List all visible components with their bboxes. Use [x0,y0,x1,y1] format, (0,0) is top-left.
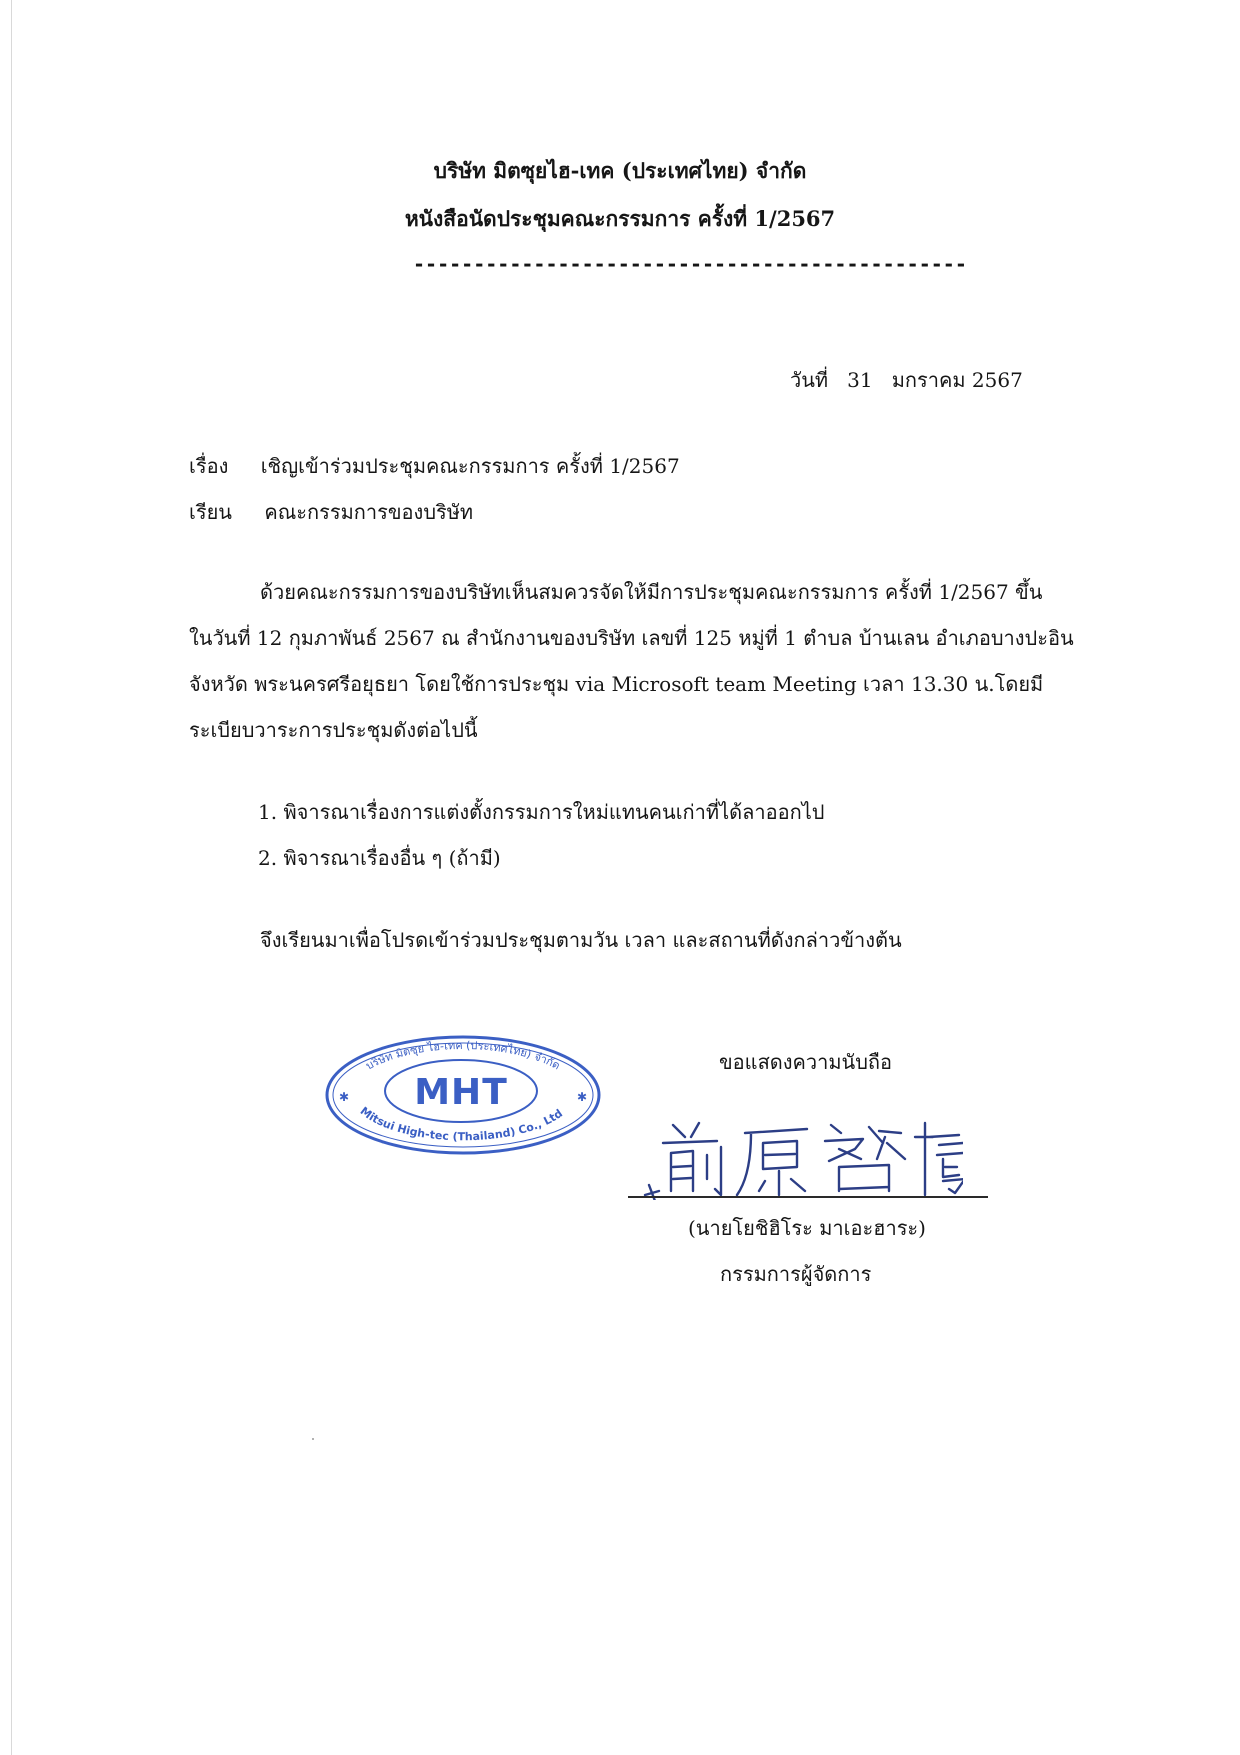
document-date [790,364,1023,396]
svg-text:✱: ✱ [339,1090,350,1104]
signature-line [628,1196,988,1198]
signer-name: (นายโยชิฮิโระ มาเอะฮาระ) [688,1216,926,1240]
company-name: บริษัท มิตซุยไฮ-เทค (ประเทศไทย) จำกัด [433,158,807,183]
agenda-item-2: 2. พิจารณาเรื่องอื่น ๆ (ถ้ามี) [258,846,501,870]
salutation-line [189,496,473,528]
body-line-2: ในวันที่ 12 กุมภาพันธ์ 2567 ณ สำนักงานของบริษัท เลขที่ 125 หมู่ที่ 1 ตำบล บ้านเลน อำเภอบางปะอิน [189,626,1074,650]
body-line-4: ระเบียบวาระการประชุมดังต่อไปนี้ [189,718,478,742]
title-separator: ---------------------------------------------- [413,252,967,276]
salutation-label: เรียน [189,500,232,524]
body-line-3: จังหวัด พระนครศรีอยุธยา โดยใช้การประชุม via Microsoft team Meeting เวลา 13.30 น.โดยมี [189,672,1044,696]
date-day: 31 [847,368,873,392]
signer-position: กรรมการผู้จัดการ [720,1262,872,1286]
handwritten-signature [633,1115,963,1204]
document-title: หนังสือนัดประชุมคณะกรรมการ ครั้งที่ 1/2567 [404,206,836,231]
scan-speck [312,1438,314,1440]
subject-line [189,450,680,482]
stamp-logo: MHT [414,1072,508,1113]
salutation-text: คณะกรรมการของบริษัท [264,500,474,524]
company-stamp [323,1027,603,1161]
body-line-1: ด้วยคณะกรรมการของบริษัทเห็นสมควรจัดให้มีการประชุมคณะกรรมการ ครั้งที่ 1/2567 ขึ้น [260,580,1043,604]
date-label: วันที่ [790,368,829,392]
svg-text:✱: ✱ [577,1090,588,1104]
stamp-upper-text: บริษัท มิตซุย ไฮ-เทค (ประเทศไทย) จำกัด [363,1038,563,1073]
date-month-year: มกราคม 2567 [891,368,1023,392]
scan-edge-line [11,0,12,1755]
regards-text: ขอแสดงความนับถือ [719,1050,893,1074]
stamp-lower-text: Mitsui High-tec (Thailand) Co., Ltd [357,1104,566,1144]
closing-sentence: จึงเรียนมาเพื่อโปรดเข้าร่วมประชุมตามวัน เวลา และสถานที่ดังกล่าวข้างต้น [260,928,902,952]
agenda-item-1: 1. พิจารณาเรื่องการแต่งตั้งกรรมการใหม่แทนคนเก่าที่ได้ลาออกไป [258,800,825,824]
subject-text: เชิญเข้าร่วมประชุมคณะกรรมการ ครั้งที่ 1/2567 [260,454,680,478]
subject-label: เรื่อง [189,454,229,478]
